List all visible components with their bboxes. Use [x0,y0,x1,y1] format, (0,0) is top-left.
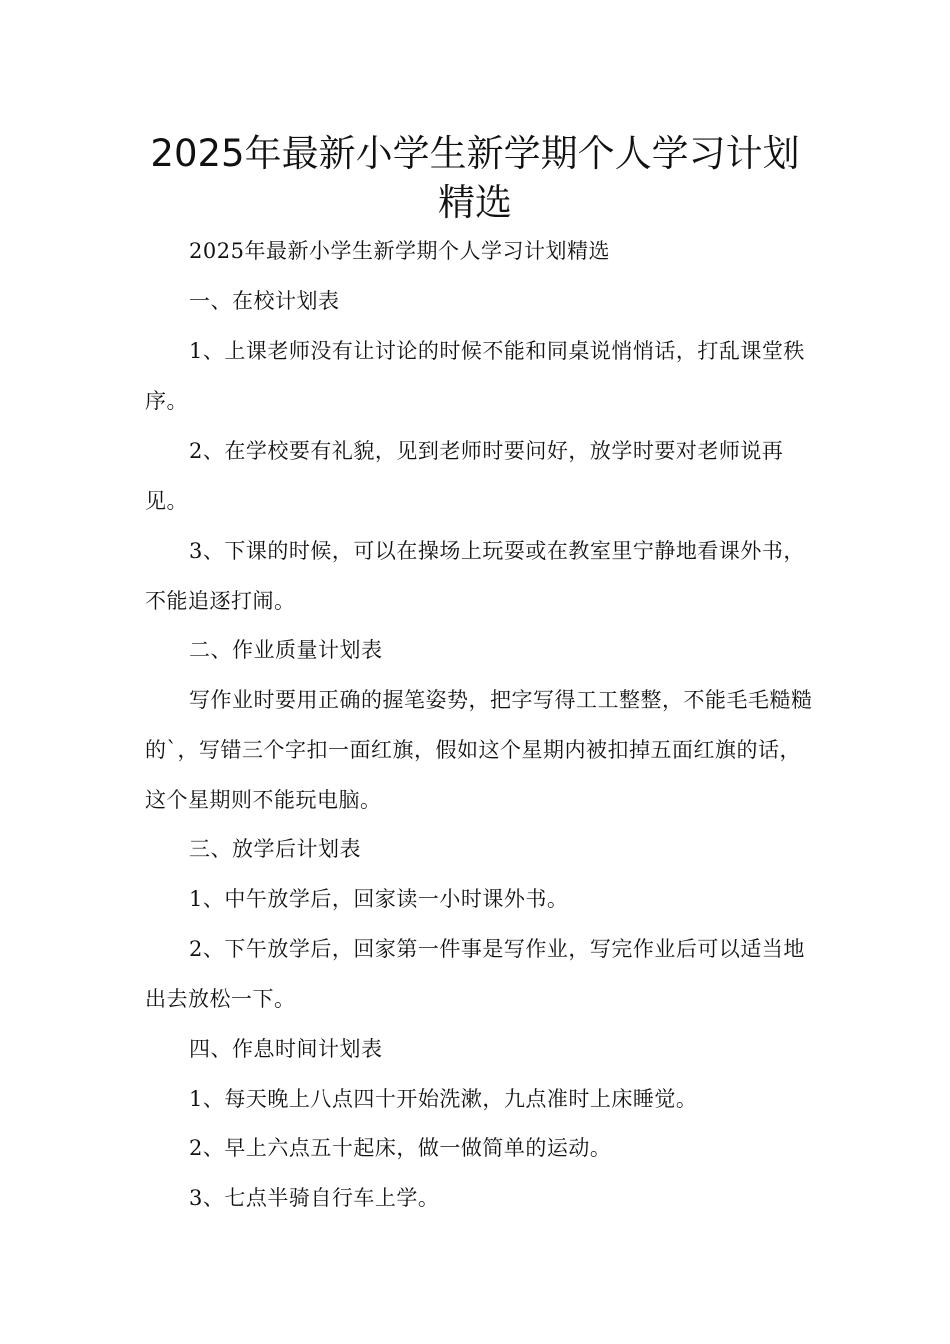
paragraph-schedule-2: 2、早上六点五十起床，做一做简单的运动。 [189,1136,612,1160]
paragraph-schedule-1: 1、每天晚上八点四十开始洗漱，九点准时上床睡觉。 [189,1087,698,1111]
paragraph-subtitle: 2025年最新小学生新学期个人学习计划精选 [189,239,610,263]
document-title-line-1: 2025年最新小学生新学期个人学习计划 [150,132,800,175]
heading-schedule-plan: 四、作息时间计划表 [189,1037,383,1061]
paragraph-after-school-2: 2、下午放学后，回家第一件事是写作业，写完作业后可以适当地出去放松一下。 [145,937,805,1011]
paragraph-school-rule-2: 2、在学校要有礼貌，见到老师时要问好，放学时要对老师说再见。 [145,439,784,513]
paragraph-homework: 写作业时要用正确的握笔姿势，把字写得工工整整，不能毛毛糙糙的`，写错三个字扣一面红旗，假如这个星期内被扣掉五面红旗的话，这个星期则不能玩电脑。 [145,688,813,812]
paragraph-after-school-1: 1、中午放学后，回家读一小时课外书。 [189,887,569,911]
heading-after-school-plan: 三、放学后计划表 [189,837,361,861]
paragraph-school-rule-3: 3、下课的时候，可以在操场上玩耍或在教室里宁静地看课外书，不能追逐打闹。 [145,539,805,613]
paragraph-schedule-3: 3、七点半骑自行车上学。 [189,1186,440,1210]
heading-homework-plan: 二、作业质量计划表 [189,638,383,662]
document-title-line-2: 精选 [438,181,512,224]
paragraph-school-rule-1: 1、上课老师没有让讨论的时候不能和同桌说悄悄话，打乱课堂秩序。 [145,339,805,413]
heading-school-plan: 一、在校计划表 [189,289,340,313]
